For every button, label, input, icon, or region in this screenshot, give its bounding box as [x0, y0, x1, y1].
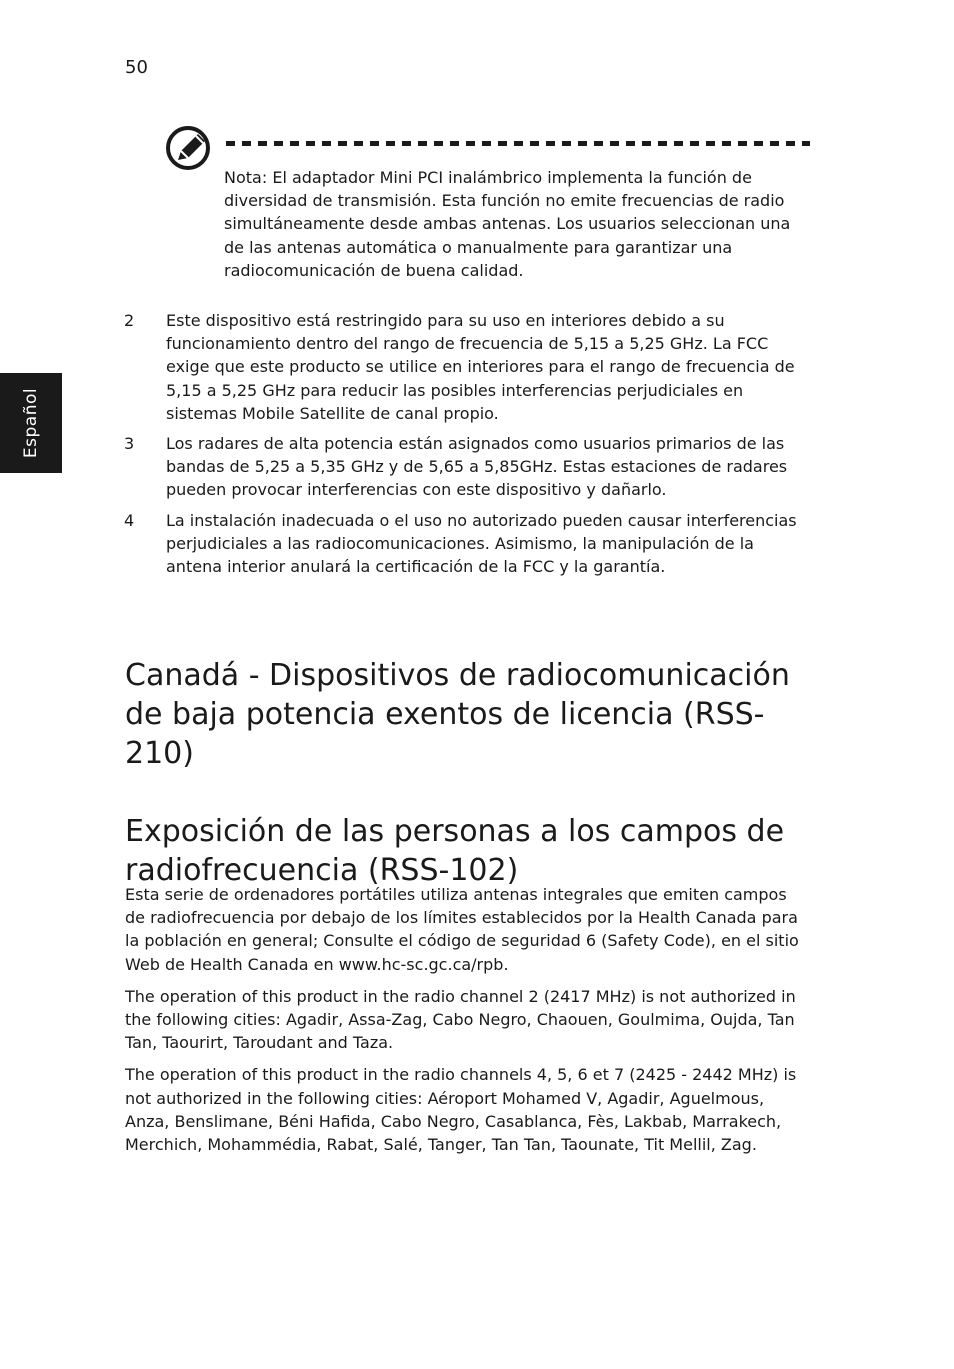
- list-item-number: 4: [124, 510, 135, 530]
- note-body: El adaptador Mini PCI inalámbrico implementa la función de diversidad de transmisión. Esta función no emite frecuencias de radio simultáneamente desde ambas antenas. Los usuarios seleccionan una de las antenas automática o manualmente para garantizar una radiocomunicación de buena calidad.: [224, 168, 791, 280]
- list-item-text: Los radares de alta potencia están asignados como usuarios primarios de las bandas de 5,25 a 5,35 GHz y de 5,65 a 5,85GHz. Estas estaciones de radares pueden provocar interferencias con este dispositivo y dañarlo.: [166, 434, 788, 500]
- paragraph: The operation of this product in the radio channels 4, 5, 6 et 7 (2425 - 2442 MHz) is not authorized in the following cities: Aéroport Mohamed V, Agadir, Aguelmous, Anza, Benslimane, Béni Hafida, Cabo Negro, Casablanca, Fès, Lakbab, Marrakech, Merchich, Mohammédia, Rabat, Salé, Tanger, Tan Tan, Taounate, Tit Mellil, Zag.: [125, 1065, 797, 1155]
- list-item: [124, 509, 812, 579]
- section-heading-exposure-rss102: Exposición de las personas a los campos de radiofrecuencia (RSS-102): [125, 814, 785, 889]
- list-item-number: 2: [124, 311, 135, 330]
- body-text: [125, 883, 811, 1165]
- list-item: [124, 432, 812, 502]
- note-label: Nota:: [224, 168, 268, 187]
- paragraph: Esta serie de ordenadores portátiles utiliza antenas integrales que emiten campos de radiofrecuencia por debajo de los límites establecidos por la Health Canada para la población en general; Consulte el código de seguridad 6 (Safety Code), en el sitio Web de Health Canada en www.hc-sc.gc.ca/rpb.: [125, 885, 799, 974]
- note-block: [224, 166, 810, 282]
- note-divider: [226, 141, 810, 146]
- section-heading-canada-rss210: Canadá - Dispositivos de radiocomunicación de baja potencia exentos de licencia (RSS-210): [125, 658, 790, 772]
- note-pencil-icon: [165, 124, 213, 172]
- language-side-tab: [0, 373, 62, 473]
- list-item-text: Este dispositivo está restringido para su uso en interiores debido a su funcionamiento dentro del rango de frecuencia de 5,15 a 5,25 GHz. La FCC exige que este producto se utilice en interiores para el rango de frecuencia de 5,15 a 5,25 GHz para reducir las posibles interferencias perjudiciales en sistemas Mobile Satellite de canal propio.: [166, 311, 795, 423]
- list-item-number: 3: [124, 434, 135, 454]
- list-item: [124, 309, 812, 425]
- list-item-text: La instalación inadecuada o el uso no autorizado pueden causar interferencias perjudiciales a las radiocomunicaciones. Asimismo, la manipulación de la antena interior anulará la certificación de la FCC y la garantía.: [166, 510, 797, 577]
- numbered-list: [124, 309, 812, 585]
- language-side-tab-label: Español: [21, 387, 41, 459]
- paragraph: The operation of this product in the radio channel 2 (2417 MHz) is not authorized in the following cities: Agadir, Assa-Zag, Cabo Negro, Chaouen, Goulmima, Oujda, Tan Tan, Taourirt, Taroudant and Taza.: [125, 986, 796, 1053]
- page-number: 50: [125, 57, 148, 78]
